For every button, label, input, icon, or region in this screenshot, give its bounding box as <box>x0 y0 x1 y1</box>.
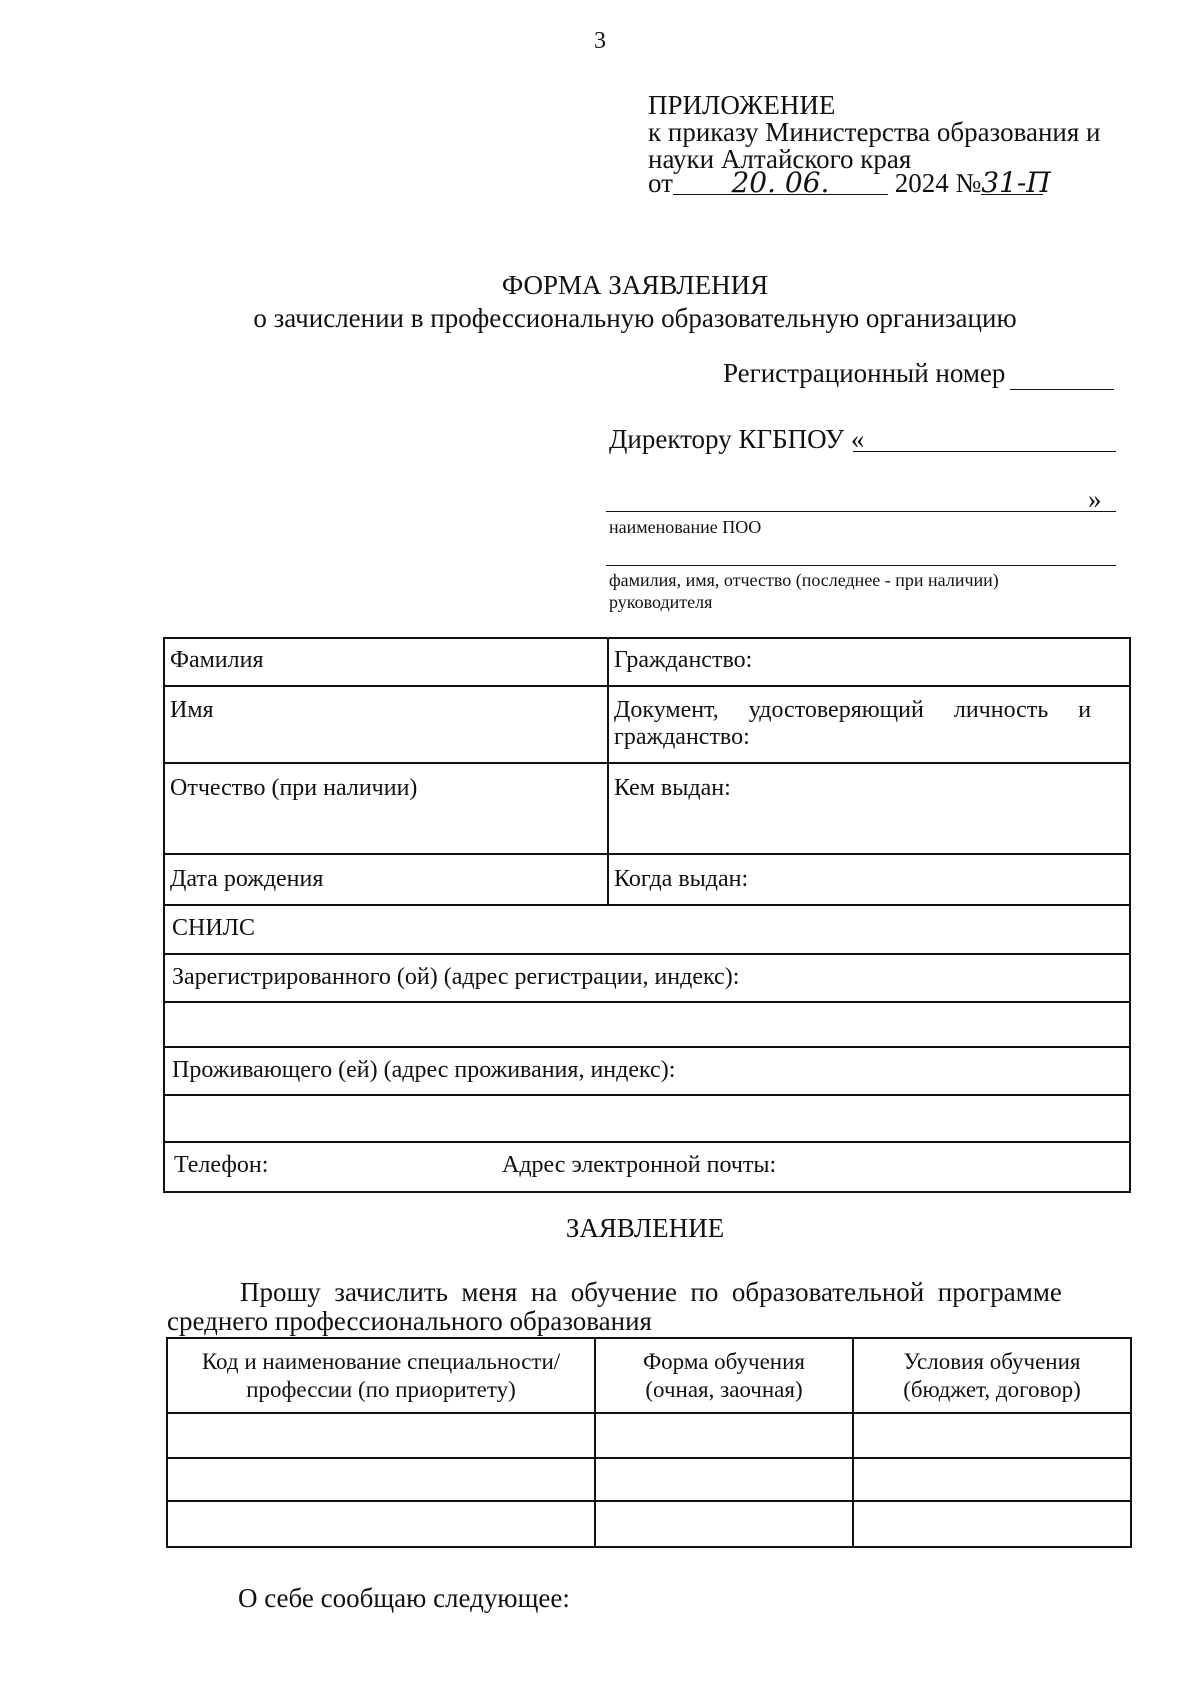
statement-line-1: Прошу зачислить меня на обучение по образовательной программе <box>240 1277 1062 1307</box>
from-label: от <box>648 168 673 198</box>
surname-label: Фамилия <box>170 647 264 673</box>
header-specialty-2: профессии (по приоритету) <box>246 1377 516 1402</box>
header-study-terms-2: (бюджет, договор) <box>903 1377 1081 1402</box>
residing-address-label: Проживающего (ей) (адрес проживания, индекс): <box>172 1057 676 1083</box>
handwritten-number: 31-П <box>981 166 1051 199</box>
id-document-label-2: гражданство: <box>614 724 750 750</box>
appendix-date-line <box>648 166 1051 199</box>
about-self-label: О себе сообщаю следующее: <box>238 1583 570 1613</box>
form-subtitle: о зачислении в профессиональную образовательную организацию <box>253 303 1017 333</box>
name-label: Имя <box>170 697 214 723</box>
issued-by-label: Кем выдан: <box>614 775 731 801</box>
header-specialty-1: Код и наименование специальности/ <box>201 1349 561 1374</box>
patronymic-label: Отчество (при наличии) <box>170 775 418 801</box>
org-name-line <box>606 511 1116 512</box>
phone-label: Телефон: <box>174 1152 269 1178</box>
close-quote: » <box>1088 484 1102 514</box>
appendix-heading: ПРИЛОЖЕНИЕ <box>648 90 836 120</box>
appendix-line-2: науки Алтайского края <box>648 144 912 174</box>
appendix-line-1: к приказу Министерства образования и <box>648 117 1101 147</box>
email-label: Адрес электронной почты: <box>502 1152 777 1178</box>
date-field <box>673 166 888 199</box>
header-study-terms-1: Условия обучения <box>903 1349 1081 1374</box>
statement-line-2: среднего профессионального образования <box>167 1306 652 1336</box>
page-number: 3 <box>594 28 606 54</box>
form-title: ФОРМА ЗАЯВЛЕНИЯ <box>501 270 769 300</box>
snils-label: СНИЛС <box>172 915 255 941</box>
registration-number-line <box>1010 389 1114 390</box>
head-name-line <box>606 565 1116 566</box>
head-caption-1: фамилия, имя, отчество (последнее - при наличии) <box>609 570 999 590</box>
statement-title: ЗАЯВЛЕНИЕ <box>565 1213 725 1243</box>
org-caption: наименование ПОО <box>609 517 762 537</box>
issued-when-label: Когда выдан: <box>614 866 749 892</box>
registration-number-label: Регистрационный номер <box>723 358 1006 388</box>
order-number-field <box>981 166 1051 199</box>
header-study-form-1: Форма обучения <box>643 1349 805 1374</box>
director-label: Директору КГБПОУ « <box>609 424 865 454</box>
id-document-label-1: Документ, удостоверяющий личность и <box>614 697 1092 723</box>
registered-address-label: Зарегистрированного (ой) (адрес регистрации, индекс): <box>172 964 740 990</box>
year-label: 2024 № <box>894 168 982 198</box>
birth-date-label: Дата рождения <box>170 866 324 892</box>
header-study-form-2: (очная, заочная) <box>645 1377 803 1402</box>
handwritten-date: 20. 06. <box>731 166 830 199</box>
director-line <box>853 451 1116 452</box>
citizenship-label: Гражданство: <box>614 647 753 673</box>
head-caption-2: руководителя <box>609 592 713 612</box>
